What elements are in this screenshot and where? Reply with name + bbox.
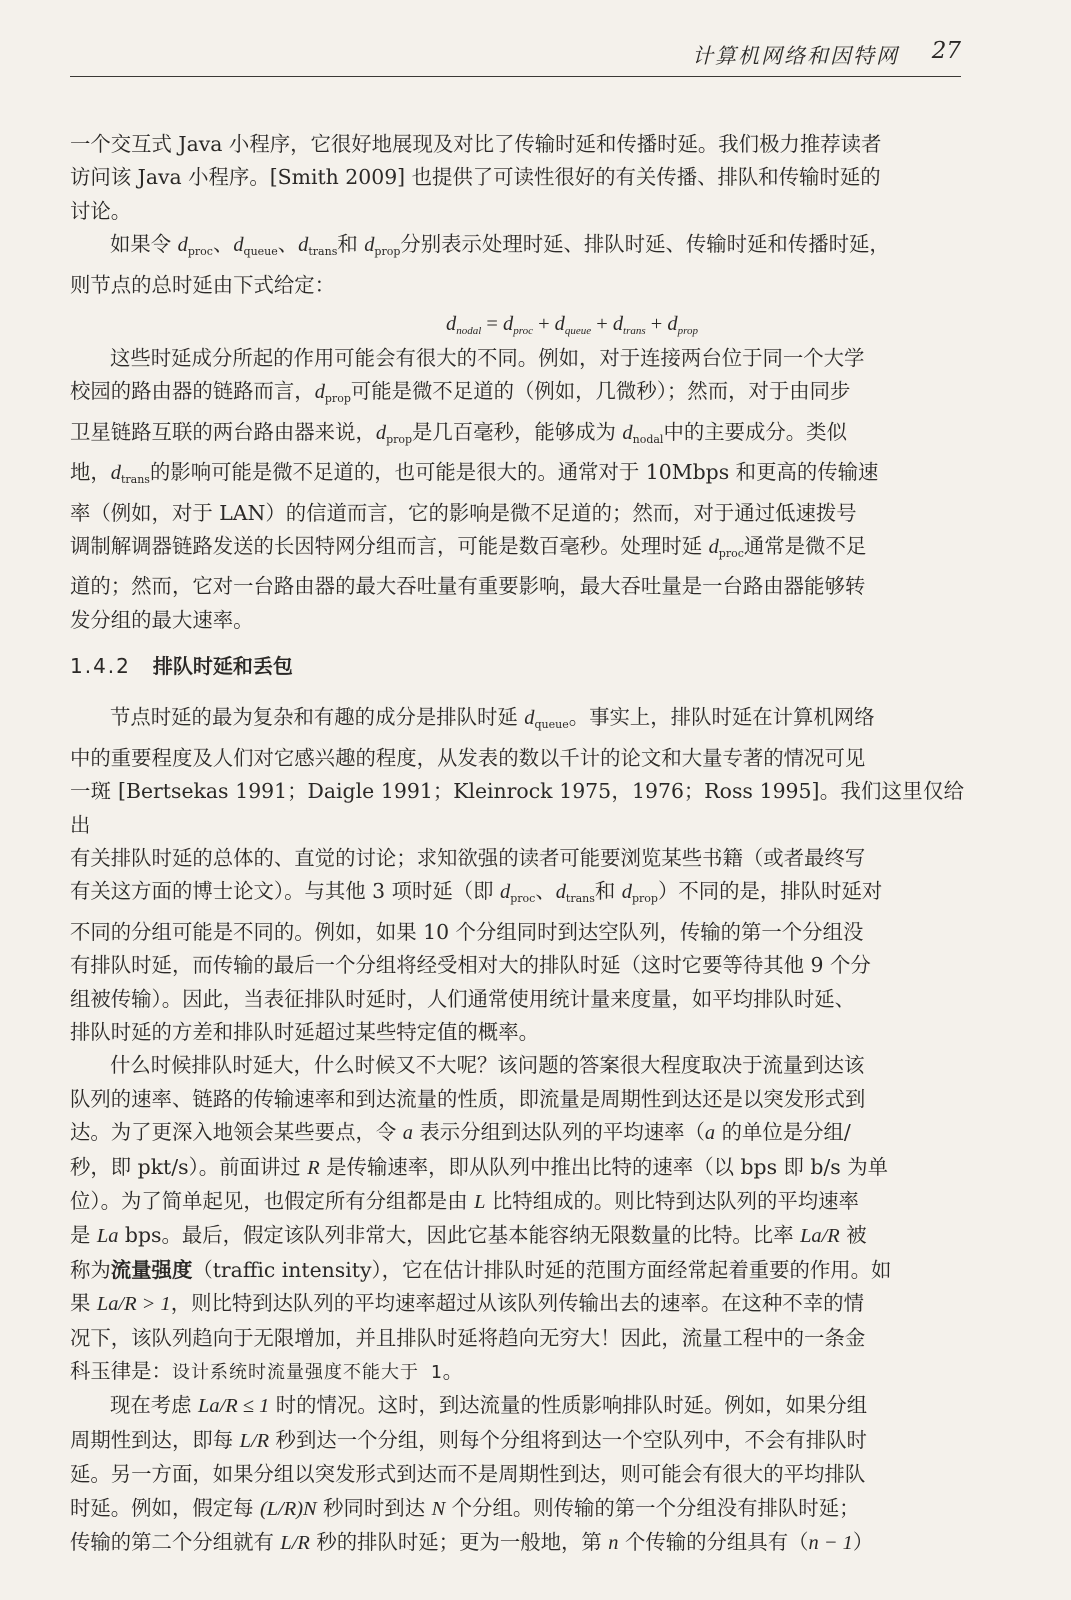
text-run: 如果令 bbox=[110, 232, 178, 257]
text-run: 个分组。则传输的第一个分组没有排队时延； bbox=[445, 1495, 860, 1520]
text-run: 和 bbox=[337, 232, 365, 257]
text-line: 不同的分组可能是不同的。例如，如果 10 个分组同时到达空队列，传输的第一个分组没 bbox=[70, 919, 864, 944]
sub-nodal: nodal bbox=[456, 325, 482, 338]
text-run: 中的主要成分。类似 bbox=[663, 419, 847, 444]
var-n-minus-1: n − 1 bbox=[808, 1532, 853, 1555]
var-d: d bbox=[708, 536, 719, 559]
var-d: d bbox=[446, 313, 457, 336]
var-d: d bbox=[375, 421, 387, 444]
text-run: 是 bbox=[70, 1223, 97, 1248]
page-header bbox=[70, 36, 961, 77]
text-run: 、 bbox=[277, 232, 299, 257]
text-run: 分别表示处理时延、排队时延、传输时延和传播时延， bbox=[400, 232, 890, 257]
text-run: 被 bbox=[839, 1223, 867, 1248]
text-run: 卫星链路互联的两台路由器来说， bbox=[70, 419, 376, 444]
var-d: d bbox=[524, 707, 535, 730]
text-run: 有关这方面的博士论文）。与其他 3 项时延（即 bbox=[70, 879, 501, 904]
sub-trans: trans bbox=[565, 892, 595, 906]
text-line: 有关排队时延的总体的、直觉的讨论；求知欲强的读者可能要浏览某些书籍（或者最终写 bbox=[70, 845, 866, 870]
var-d: d bbox=[314, 381, 325, 404]
var-d: d bbox=[110, 462, 121, 485]
text-run: ） bbox=[852, 1530, 874, 1555]
text-run: 达。为了更深入地领会某些要点，令 bbox=[70, 1120, 403, 1145]
plus-sign: + bbox=[532, 313, 555, 336]
var-d: d bbox=[500, 881, 511, 904]
paragraph-delay-definitions bbox=[70, 228, 964, 302]
plus-sign: + bbox=[645, 313, 668, 336]
text-run: 、 bbox=[212, 232, 234, 257]
sub-prop: prop bbox=[386, 432, 413, 446]
text-run: 校园的路由器的链路而言， bbox=[70, 379, 315, 404]
text-run: 调制解调器链路发送的长因特网分组而言，可能是数百毫秒。处理时延 bbox=[70, 534, 709, 559]
text-line: 延。另一方面，如果分组以突发形式到达而不是周期性到达，则可能会有很大的平均排队 bbox=[70, 1462, 866, 1487]
section-number: 1.4.2 bbox=[70, 654, 131, 679]
text-line: 讨论。 bbox=[70, 198, 132, 223]
var-d: d bbox=[298, 234, 309, 257]
text-line: 组被传输）。因此，当表征排队时延时，人们通常使用统计量来度量，如平均排队时延、 bbox=[70, 986, 856, 1011]
text-run: 时的情况。这时，到达流量的性质影响排队时延。例如，如果分组 bbox=[269, 1393, 868, 1418]
paragraph-queuing-delay bbox=[70, 701, 964, 1049]
text-run: 可能是微不足道的（例如，几微秒）；然而，对于由同步 bbox=[350, 379, 851, 404]
text-run: 和 bbox=[594, 879, 622, 904]
page-body bbox=[70, 128, 964, 1560]
var-L-over-R: L/R bbox=[239, 1429, 270, 1452]
text-run: 传输的第二个分组就有 bbox=[70, 1530, 281, 1555]
text-line: 什么时候排队时延大，什么时候又不大呢？该问题的答案很大程度取决于流量到达该 bbox=[110, 1053, 865, 1078]
var-La-over-R-le-1: La/R ≤ 1 bbox=[198, 1395, 270, 1418]
text-run: 位）。为了简单起见，也假定所有分组都是由 bbox=[70, 1188, 475, 1213]
text-line: 道的；然而，它对一台路由器的最大吞吐量有重要影响，最大吞吐量是一台路由器能够转 bbox=[70, 574, 866, 599]
text-line: 有排队时延，而传输的最后一个分组将经受相对大的排队时延（这时它要等待其他 9 个分 bbox=[70, 953, 871, 978]
var-a: a bbox=[704, 1122, 716, 1145]
sub-proc: proc bbox=[718, 547, 744, 561]
text-line: 这些时延成分所起的作用可能会有很大的不同。例如，对于连接两台位于同一个大学 bbox=[110, 346, 865, 371]
sub-queue: queue bbox=[243, 245, 278, 259]
text-run: 比特组成的。则比特到达队列的平均速率 bbox=[485, 1188, 859, 1213]
text-run: 的单位是分组/ bbox=[715, 1120, 851, 1145]
var-d: d bbox=[667, 313, 678, 336]
text-line: 中的重要程度及人们对它感兴趣的程度，从发表的数以千计的论文和大量专著的情况可见 bbox=[70, 745, 866, 770]
var-N: N bbox=[431, 1497, 446, 1520]
var-d: d bbox=[555, 881, 566, 904]
text-run: 称为 bbox=[70, 1257, 111, 1282]
text-run: （traffic intensity），它在估计排队时延的范围方面经常起着重要的作用。如 bbox=[192, 1257, 892, 1282]
plus-sign: + bbox=[591, 313, 613, 336]
page-number: 27 bbox=[931, 38, 961, 64]
var-L-over-R: L/R bbox=[280, 1532, 310, 1555]
var-d: d bbox=[612, 313, 624, 336]
text-line: 排队时延的方差和排队时延超过某些特定值的概率。 bbox=[70, 1019, 539, 1044]
text-run: 的影响可能是微不足道的，也可能是很大的。通常对于 10Mbps 和更高的传输速 bbox=[149, 460, 879, 485]
term-traffic-intensity: 流量强度 bbox=[110, 1257, 193, 1282]
nodal-delay-formula bbox=[70, 302, 964, 342]
var-n: n bbox=[608, 1532, 619, 1555]
text-run: 秒，即 pkt/s）。前面讲过 bbox=[70, 1154, 308, 1179]
sub-prop: prop bbox=[631, 892, 658, 906]
var-d: d bbox=[364, 234, 375, 257]
section-heading bbox=[70, 651, 964, 681]
text-run: 表示分组到达队列的平均速率（ bbox=[412, 1120, 705, 1145]
text-line: 则节点的总时延由下式给定： bbox=[70, 272, 336, 297]
text-run: bps。最后，假定该队列非常大，因此它基本能容纳无限数量的比特。比率 bbox=[118, 1223, 801, 1248]
var-d: d bbox=[503, 313, 514, 336]
equals-sign: = bbox=[481, 313, 503, 336]
sub-trans: trans bbox=[120, 473, 150, 487]
var-La-over-R-gt-1: La/R > 1 bbox=[96, 1293, 171, 1316]
var-d: d bbox=[622, 421, 633, 444]
text-run: 周期性到达，即每 bbox=[70, 1427, 240, 1452]
paragraph-delay-components bbox=[70, 342, 964, 637]
text-line: 队列的速率、链路的传输速率和到达流量的性质，即流量是周期性到达还是以突发形式到 bbox=[70, 1086, 866, 1111]
golden-rule: 设计系统时流量强度不能大于 1 bbox=[171, 1362, 443, 1383]
sub-proc: proc bbox=[510, 892, 536, 906]
text-line: 况下，该队列趋向于无限增加，并且排队时延将趋向无穷大！因此，流量工程中的一条金 bbox=[70, 1325, 866, 1350]
text-line: 一斑 [Bertsekas 1991；Daigle 1991；Kleinrock 1975，1976；Ross 1995]。我们这里仅给出 bbox=[70, 779, 964, 837]
text-line: 发分组的最大速率。 bbox=[70, 607, 254, 632]
var-a: a bbox=[402, 1122, 413, 1145]
text-run: 秒的排队时延；更为一般地，第 bbox=[309, 1530, 609, 1555]
text-line: 率（例如，对于 LAN）的信道而言，它的影响是微不足道的；然而，对于通过低速拨号 bbox=[70, 500, 857, 525]
paragraph-java-applet bbox=[70, 128, 964, 228]
text-run: 通常是微不足 bbox=[743, 534, 867, 559]
var-La: La bbox=[96, 1225, 119, 1248]
paragraph-traffic-intensity bbox=[70, 1049, 964, 1389]
sub-nodal: nodal bbox=[632, 432, 664, 446]
sub-prop: prop bbox=[677, 325, 698, 338]
text-run: ，则比特到达队列的平均速率超过从该队列传输出去的速率。在这种不幸的情 bbox=[170, 1291, 864, 1316]
text-run: 。事实上，排队时延在计算机网络 bbox=[568, 705, 875, 730]
running-title: 计算机网络和因特网 bbox=[692, 44, 899, 68]
var-La-over-R: La/R bbox=[800, 1225, 840, 1248]
sub-prop: prop bbox=[374, 245, 401, 259]
paragraph-arrival-nature bbox=[70, 1389, 964, 1560]
var-d: d bbox=[621, 881, 632, 904]
text-line: 一个交互式 Java 小程序，它很好地展现及对比了传输时延和传播时延。我们极力推荐读者 bbox=[70, 132, 882, 156]
var-L-over-R-times-N: (L/R)N bbox=[260, 1497, 317, 1520]
text-run: 地， bbox=[70, 460, 111, 485]
text-run: 秒同时到达 bbox=[316, 1495, 432, 1520]
var-L: L bbox=[474, 1190, 486, 1213]
text-run: 科玉律是： bbox=[70, 1359, 172, 1383]
var-d: d bbox=[554, 313, 565, 336]
text-run: 是几百毫秒，能够成为 bbox=[412, 419, 623, 444]
sub-trans: trans bbox=[308, 245, 338, 259]
var-R: R bbox=[307, 1156, 320, 1179]
sub-proc: proc bbox=[513, 325, 533, 338]
text-run: 果 bbox=[70, 1291, 97, 1316]
text-run: 是传输速率，即从队列中推出比特的速率（以 bps 即 b/s 为单 bbox=[319, 1154, 889, 1179]
sub-queue: queue bbox=[534, 718, 569, 732]
sub-trans: trans bbox=[623, 325, 646, 338]
sub-proc: proc bbox=[187, 245, 213, 259]
text-run: 时延。例如，假定每 bbox=[70, 1495, 260, 1520]
text-run: 秒到达一个分组，则每个分组将到达一个空队列中，不会有排队时 bbox=[269, 1427, 867, 1452]
var-d: d bbox=[233, 234, 244, 257]
sub-prop: prop bbox=[324, 392, 351, 406]
text-run: 。 bbox=[442, 1359, 464, 1383]
section-title: 排队时延和丢包 bbox=[152, 654, 293, 679]
var-d: d bbox=[177, 234, 188, 257]
text-run: 节点时延的最为复杂和有趣的成分是排队时延 bbox=[110, 705, 525, 730]
text-run: 、 bbox=[535, 879, 556, 904]
text-run: ）不同的是，排队时延对 bbox=[657, 879, 883, 904]
sub-queue: queue bbox=[564, 325, 592, 338]
text-line: 访问该 Java 小程序。[Smith 2009] 也提供了可读性很好的有关传播、排队和传输时延的 bbox=[70, 165, 881, 190]
text-run: 现在考虑 bbox=[110, 1393, 199, 1418]
text-run: 个传输的分组具有（ bbox=[618, 1530, 809, 1555]
